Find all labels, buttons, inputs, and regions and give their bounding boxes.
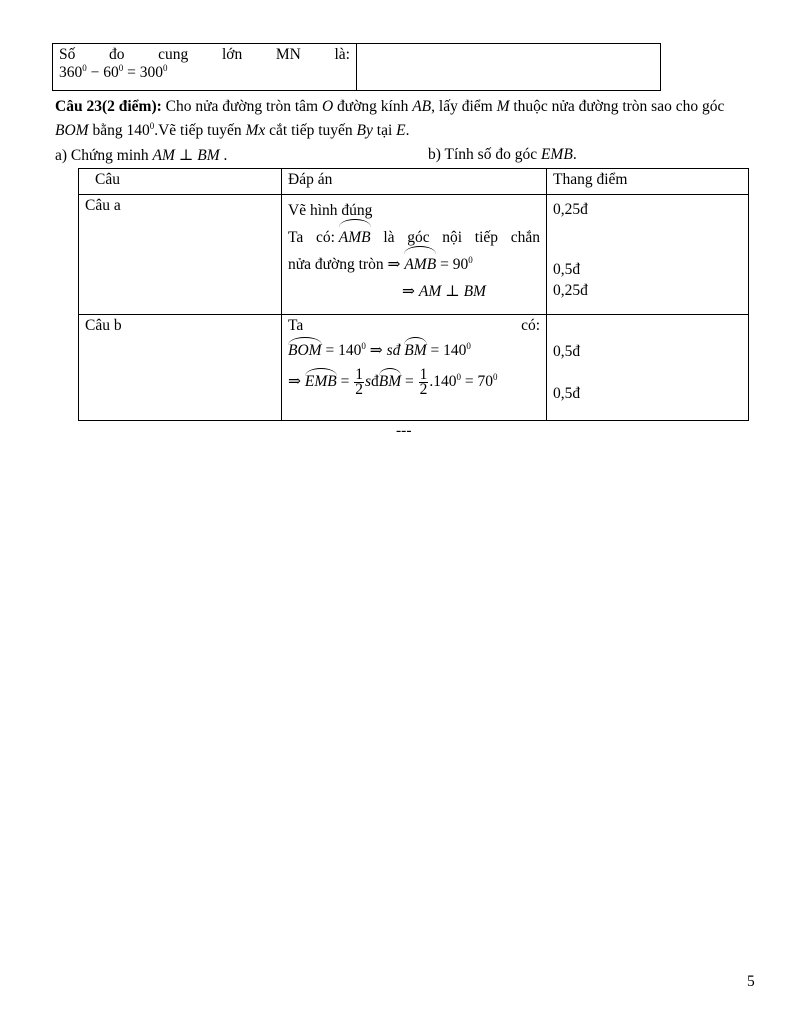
arc-measure-sentence xyxy=(59,46,350,64)
answer-a-line: ⇒ AM ⊥ BM xyxy=(402,283,486,300)
top-table xyxy=(52,43,661,91)
score: 0,25đ xyxy=(553,201,588,218)
header-thang-diem: Thang điểm xyxy=(547,169,749,195)
word: là: xyxy=(334,46,350,63)
answer-a-line: Ta có: AMB là góc nội tiếp chắn xyxy=(288,224,540,251)
table-header-row xyxy=(79,169,749,195)
score: 0,5đ xyxy=(553,343,581,360)
part-a: a) Chứng minh AM ⊥ BM . xyxy=(55,147,228,164)
part-b: b) Tính số đo góc EMB. xyxy=(428,146,577,163)
top-table-cell-left xyxy=(53,44,357,91)
answer-b xyxy=(282,315,547,421)
table-row xyxy=(79,315,749,421)
score-a xyxy=(547,195,749,315)
row-label-b: Câu b xyxy=(79,315,282,421)
word: đo xyxy=(109,46,125,63)
score: 0,25đ xyxy=(553,282,588,299)
word: MN xyxy=(275,46,301,63)
word: lớn xyxy=(221,46,243,63)
score: 0,5đ xyxy=(553,385,581,402)
answer-b-line: BOM = $140^0$ ⇒ sđ BM = $140^0$ xyxy=(288,341,471,359)
score: 0,5đ xyxy=(553,261,581,278)
answer-a-line: nửa đường tròn ⇒ AMB = $90^0$ xyxy=(288,251,540,278)
word: Số xyxy=(59,46,76,63)
header-dap-an: Đáp án xyxy=(282,169,547,195)
top-table-cell-right xyxy=(357,44,661,91)
separator: --- xyxy=(396,422,412,439)
page-number: 5 xyxy=(747,973,755,990)
word: cung xyxy=(158,46,189,63)
score-b xyxy=(547,315,749,421)
answer-b-line: Ta có: xyxy=(288,317,540,334)
table-row xyxy=(79,195,749,315)
header-cau: Câu xyxy=(79,169,282,195)
question-text: Cho nửa đường tròn tâm O đường kính AB, lấy điểm M thuộc nửa đường tròn sao cho góc BOM bằng $140^0.Vẽ$ tiếp tuyến Mx cắt tiếp tuyến By tại E. xyxy=(55,98,725,139)
question-parts xyxy=(55,146,760,165)
answer-a-line: Vẽ hình đúng xyxy=(288,202,373,219)
answer-b-line: ⇒ EMB = $\frac{1}{2}$ sđBM = $\frac{1}{2}$ $.140^0 = 70^0$ xyxy=(288,366,498,398)
question-label: Câu 23(2 điểm): xyxy=(55,98,162,115)
answer-a xyxy=(282,195,547,315)
question-statement xyxy=(55,95,760,143)
answer-table xyxy=(78,168,749,421)
arc-measure-equation: $360^0 - 60^0 = 300^0$ xyxy=(59,63,168,81)
row-label-a: Câu a xyxy=(79,195,282,315)
